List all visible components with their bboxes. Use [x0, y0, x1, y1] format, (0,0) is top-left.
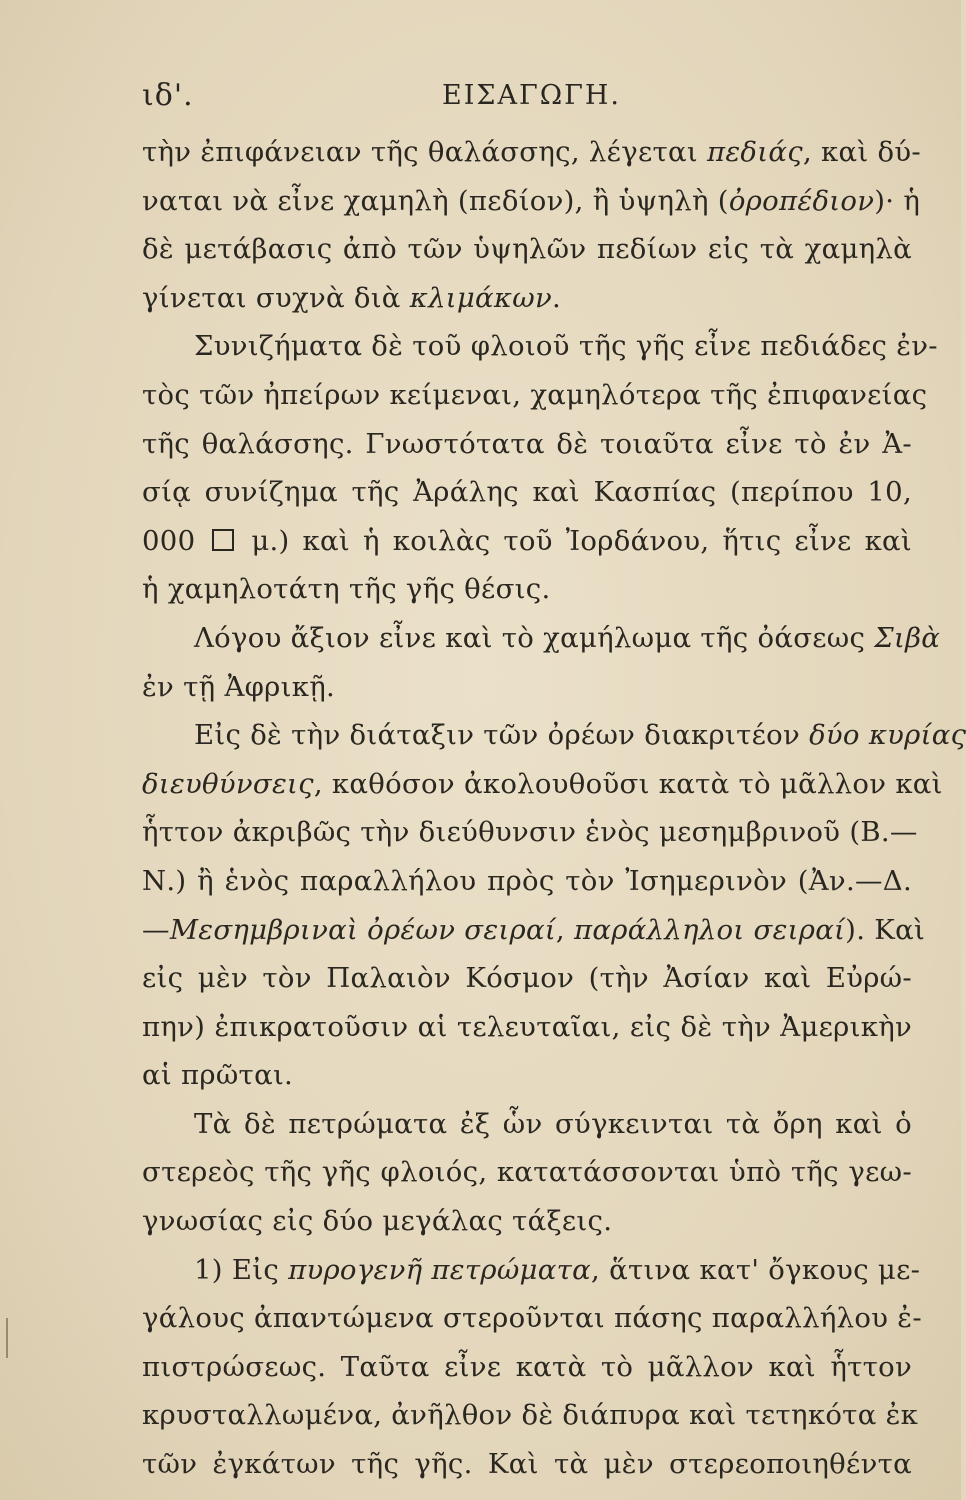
running-title: ΕΙΣΑΓΩΓΗ. — [442, 80, 621, 111]
text-line — [142, 322, 938, 371]
text-run: 1) Εἰς — [194, 1253, 289, 1286]
text-line — [142, 1294, 922, 1343]
text-run: , καθόσον ἀκολουθοῦσι κατὰ τὸ μᾶλλον καὶ — [313, 767, 943, 800]
italic-term: ὀροπέδιον — [728, 184, 875, 217]
italic-term: παράλληλοι σειραί — [574, 913, 846, 946]
text-run: Τὰ δὲ πετρώματα ἐξ ὧν σύγκεινται τὰ ὄρη καὶ ὁ — [194, 1107, 912, 1140]
text-line — [142, 1148, 912, 1197]
text-line — [142, 1003, 912, 1052]
text-run: πην) ἐπικρατοῦσιν αἱ τελευταῖαι, εἰς δὲ τὴν Ἀμερικὴν — [142, 1010, 912, 1043]
text-line — [142, 1246, 921, 1295]
page-header — [142, 76, 762, 116]
text-run: γίνεται συχνὰ διὰ — [142, 281, 410, 314]
text-run: πιστρώσεως. Ταῦτα εἶνε κατὰ τὸ μᾶλλον καὶ ἧττον — [142, 1350, 912, 1383]
italic-term: πεδιάς — [707, 136, 803, 168]
text-line — [142, 565, 912, 614]
text-run: — — [142, 913, 170, 946]
text-run: τῆς θαλάσσης. Γνωστότατα δὲ τοιαῦτα εἶνε τὸ ἐν Ἀ- — [142, 427, 912, 460]
text-run: τὸς τῶν ἠπείρων κείμεναι, χαμηλότερα τῆς ἐπιφανείας — [142, 378, 928, 411]
text-run: σίᾳ συνίζημα τῆς Ἀράλης καὶ Κασπίας (περίπου 10, — [142, 476, 912, 509]
text-run: Συνιζήματα δὲ τοῦ φλοιοῦ τῆς γῆς εἶνε πεδιάδες ἐν- — [194, 330, 938, 363]
text-run: γνωσίας εἰς δύο μεγάλας τάξεις. — [142, 1205, 613, 1238]
italic-term: κλιμάκων — [409, 281, 552, 314]
text-line — [142, 128, 921, 177]
page-number: ιδ'. — [142, 78, 194, 113]
margin-mark — [6, 1318, 8, 1358]
text-line — [142, 1440, 912, 1489]
text-run: γάλους ἀπαντώμενα στεροῦνται πάσης παραλλήλου ἐ- — [142, 1302, 922, 1335]
text-run: κρυσταλλωμένα, ἀνῆλθον δὲ διάπυρα καὶ τετηκότα ἐκ — [142, 1399, 919, 1432]
text-line — [142, 906, 926, 955]
text-run: , καὶ δύ- — [802, 136, 921, 168]
text-line — [142, 857, 912, 906]
text-line — [142, 663, 912, 712]
square-unit-symbol — [212, 529, 234, 551]
text-run: )· ἡ — [874, 184, 921, 217]
text-run: ναται νὰ εἶνε χαμηλὴ (πεδίον), ἢ ὑψηλὴ ( — [142, 184, 729, 217]
italic-term: Μεσημβριναὶ ὀρέων σειραί — [169, 913, 556, 946]
text-line — [142, 808, 918, 857]
text-run: ). Καὶ — [845, 913, 926, 946]
text-run: . — [552, 281, 562, 314]
text-line — [142, 517, 912, 566]
text-run: εἰς μὲν τὸν Παλαιὸν Κόσμον (τὴν Ἀσίαν καὶ Εὐρώ- — [142, 962, 912, 995]
text-line — [142, 711, 966, 760]
text-line — [142, 1051, 912, 1100]
text-run: 000 — [142, 524, 209, 557]
text-line — [142, 1100, 912, 1149]
text-line — [142, 225, 912, 274]
text-line — [142, 1343, 912, 1392]
text-run: τὴν ἐπιφάνειαν τῆς θαλάσσης, λέγεται — [142, 136, 707, 168]
text-run: δὲ μετάβασις ἀπὸ τῶν ὑψηλῶν πεδίων εἰς τὰ χαμηλὰ — [142, 233, 912, 266]
text-line — [142, 1391, 919, 1440]
text-run: Λόγου ἄξιον εἶνε καὶ τὸ χαμήλωμα τῆς ὀάσεως — [194, 621, 875, 654]
text-line — [142, 614, 941, 663]
text-run: τῶν ἐγκάτων τῆς γῆς. Καὶ τὰ μὲν στερεοποιηθέντα — [142, 1448, 912, 1481]
text-line — [142, 274, 912, 323]
text-line — [142, 760, 943, 809]
text-run: στερεὸς τῆς γῆς φλοιός, κατατάσσονται ὑπὸ τῆς γεω- — [142, 1156, 912, 1189]
text-line — [142, 468, 912, 517]
italic-term: πυρογενῆ πετρώματα — [288, 1253, 591, 1286]
text-run: ἐν τῇ Ἀφρικῇ. — [142, 670, 336, 703]
italic-term: Σιβὰ — [874, 621, 941, 654]
text-line — [142, 371, 928, 420]
text-run: ἧττον ἀκριβῶς τὴν διεύθυνσιν ἑνὸς μεσημβρινοῦ (Β.— — [142, 816, 918, 849]
text-run: ἡ χαμηλοτάτη τῆς γῆς θέσις. — [142, 573, 551, 606]
text-run: , ἅτινα κατ' ὄγκους με- — [590, 1253, 921, 1286]
text-line — [142, 1197, 912, 1246]
text-line — [142, 954, 912, 1003]
text-run: Ν.) ἢ ἑνὸς παραλλήλου πρὸς τὸν Ἰσημερινὸν (Ἀν.—Δ. — [142, 864, 912, 897]
text-line — [142, 177, 921, 226]
text-run: αἱ πρῶται. — [142, 1059, 294, 1092]
text-line — [142, 420, 912, 469]
italic-term: δύο κυρίας — [809, 719, 966, 752]
text-run: μ.) καὶ ἡ κοιλὰς τοῦ Ἰορδάνου, ἥτις εἶνε καὶ — [238, 524, 913, 557]
italic-term: διευθύνσεις — [142, 767, 314, 800]
text-run: , — [555, 913, 574, 946]
body-text — [142, 128, 966, 1489]
text-run: Εἰς δὲ τὴν διάταξιν τῶν ὀρέων διακριτέον — [194, 719, 810, 752]
